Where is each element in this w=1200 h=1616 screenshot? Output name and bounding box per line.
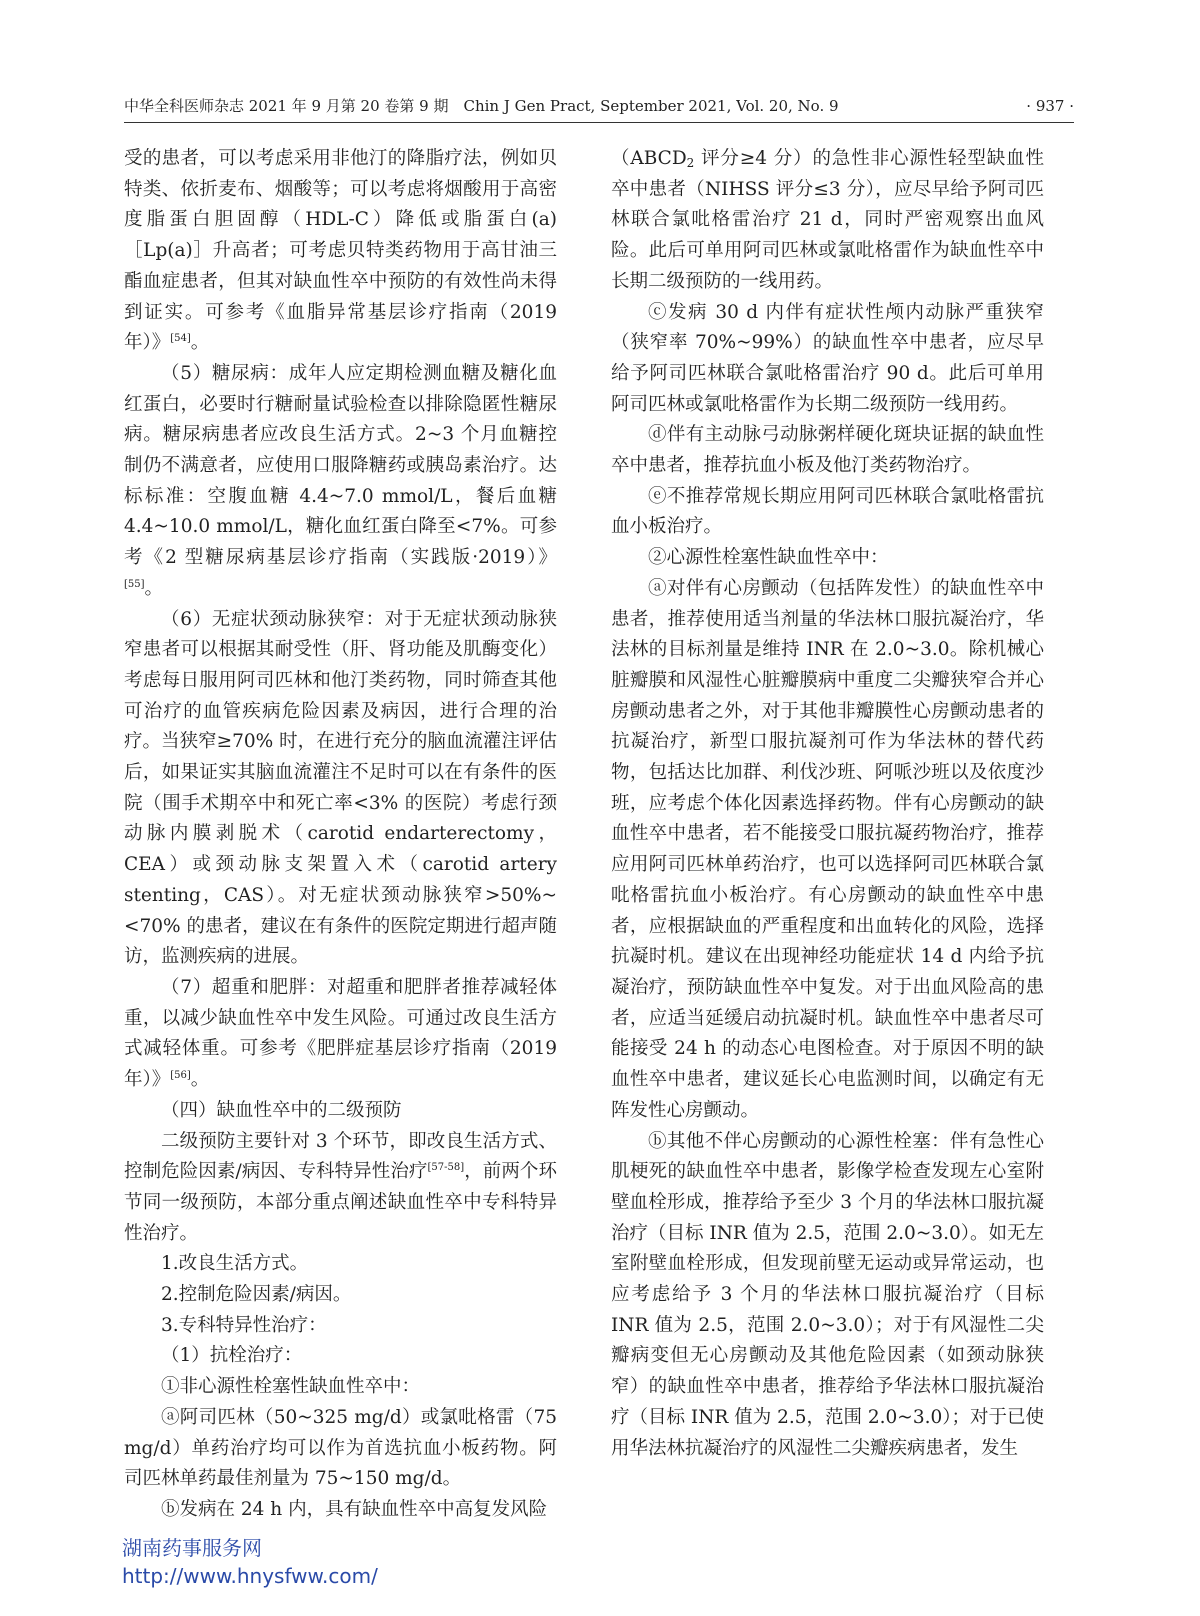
paragraph xyxy=(611,1127,1044,1465)
paragraph-text: （四）缺血性卒中的二级预防 xyxy=(161,1099,402,1121)
subscript: 2 xyxy=(686,156,695,170)
watermark-site-name: 湖南药事服务网 xyxy=(122,1536,262,1560)
watermark-url-link[interactable]: http://www.hnysfww.com/ xyxy=(122,1564,378,1588)
citation-ref: [54] xyxy=(170,333,191,345)
paragraph-text: （5）糖尿病：成年人应定期检测血糖及糖化血红蛋白，必要时行糖耐量试验检查以排除隐匿性糖尿病。糖尿病患者应改良生活方式。2~3 个月血糖控制仍不满意者，应使用口服降糖药或胰岛素治疗。达标标准：空腹血糖 4.4~7.0 mmol/L，餐后血糖 4.4~10.0 mmol/L，糖化血红蛋白降至<7%。可参考《2 型糖尿病基层诊疗指南（实践版·2019）》 xyxy=(124,362,557,569)
paragraph-text: ⓒ发病 30 d 内伴有症状性颅内动脉严重狭窄（狭窄率 70%~99%）的缺血性卒中患者，应尽早给予阿司匹林联合氯吡格雷治疗 90 d。此后可单用阿司匹林或氯吡格雷作为长期二级预防一线用药。 xyxy=(611,301,1044,415)
paragraph-text: ⓑ其他不伴心房颤动的心源性栓塞：伴有急性心肌梗死的缺血性卒中患者，影像学检查发现左心室附壁血栓形成，推荐给予至少 3 个月的华法林口服抗凝治疗（目标 INR 值为 2.5，范围 2.0~3.0）。如无左室附壁血栓形成，但发现前壁无运动或异常运动，也应考虑给予 3 个月的华法林口服抗凝治疗（目标 INR 值为 2.5，范围 2.0~3.0）；对于有风湿性二尖瓣病变但无心房颤动及其他危险因素（如颈动脉狭窄）的缺血性卒中患者，推荐给予华法林口服抗凝治疗（目标 INR 值为 2.5，范围 2.0~3.0）；对于已使用华法林抗凝治疗的风湿性二尖瓣疾病患者，发生 xyxy=(611,1130,1044,1459)
paragraph xyxy=(611,482,1044,543)
right-text-column xyxy=(611,144,1044,1464)
paragraph-text: 1.改良生活方式。 xyxy=(161,1253,309,1275)
paragraph xyxy=(611,574,1044,1127)
page-number: · 937 · xyxy=(1026,97,1074,115)
citation-ref: [56] xyxy=(170,1070,191,1082)
paragraph-text: ⓓ伴有主动脉弓动脉粥样硬化斑块证据的缺血性卒中患者，推荐抗血小板及他汀类药物治疗。 xyxy=(611,424,1044,477)
paragraph xyxy=(124,605,557,973)
paragraph-text: ，前两个环节同一级预防，本部分重点阐述缺血性卒中专科特异性治疗。 xyxy=(124,1161,557,1244)
paragraph xyxy=(124,1403,557,1495)
citation-ref: [55] xyxy=(124,578,145,590)
journal-citation: 中华全科医师杂志 2021 年 9 月第 20 卷第 9 期 Chin J Gen Pract, September 2021, Vol. 20, No. 9 xyxy=(124,97,839,115)
header-rule xyxy=(124,122,1074,123)
paragraph-text: 受的患者，可以考虑采用非他汀的降脂疗法，例如贝特类、依折麦布、烟酸等；可以考虑将烟酸用于高密度脂蛋白胆固醇（HDL-C）降低或脂蛋白(a)［Lp(a)］升高者；可考虑贝特类药物用于高甘油三酯血症患者，但其对缺血性卒中预防的有效性尚未得到证实。可参考《血脂异常基层诊疗指南（2019年）》 xyxy=(124,148,557,354)
paragraph xyxy=(124,1341,557,1372)
paragraph-text: ⓑ发病在 24 h 内，具有缺血性卒中高复发风险 xyxy=(161,1498,548,1520)
paragraph xyxy=(124,1249,557,1280)
paragraph-text: （7）超重和肥胖：对超重和肥胖者推荐减轻体重，以减少缺血性卒中发生风险。可通过改良生活方式减轻体重。可参考《肥胖症基层诊疗指南（2019年）》 xyxy=(124,976,557,1091)
paragraph-text: （1）抗栓治疗： xyxy=(161,1345,303,1367)
paragraph-text: （6）无症状颈动脉狭窄：对于无症状颈动脉狭窄患者可以根据其耐受性（肝、肾功能及肌酶变化）考虑每日服用阿司匹林和他汀类药物，同时筛查其他可治疗的血管疾病危险因素及病因，进行合理的治疗。当狭窄≥70% 时，在进行充分的脑血流灌注评估后，如果证实其脑血流灌注不足时可以在有条件的医院（围手术期卒中和死亡率<3% 的医院）考虑行颈动脉内膜剥脱术（carotid endarterectomy，CEA）或颈动脉支架置入术（carotid artery stenting，CAS）。对无症状颈动脉狭窄>50%~<70% 的患者，建议在有条件的医院定期进行超声随访，监测疾病的进展。 xyxy=(124,608,557,968)
paragraph-text: 2.控制危险因素/病因。 xyxy=(161,1284,352,1306)
paragraph-text: （ABCD xyxy=(611,148,687,169)
paragraph xyxy=(611,543,1044,574)
paragraph xyxy=(124,1127,557,1250)
paragraph-text: 评分≥4 分）的急性非心源性轻型缺血性卒中患者（NIHSS 评分≤3 分），应尽早给予阿司匹林联合氯吡格雷治疗 21 d，同时严密观察出血风险。此后可单用阿司匹林或氯吡格雷作为缺血性卒中长期二级预防的一线用药。 xyxy=(611,148,1044,292)
paragraph xyxy=(124,1495,557,1526)
paragraph xyxy=(124,144,557,359)
paragraph xyxy=(124,1311,557,1342)
left-text-column xyxy=(124,144,557,1526)
paragraph-text: 。 xyxy=(190,332,210,354)
paragraph-text: 。 xyxy=(144,577,164,599)
paragraph-text: ②心源性栓塞性缺血性卒中： xyxy=(648,547,889,569)
paragraph-text: ⓐ对伴有心房颤动（包括阵发性）的缺血性卒中患者，推荐使用适当剂量的华法林口服抗凝治疗，华法林的目标剂量是维持 INR 在 2.0~3.0。除机械心脏瓣膜和风湿性心脏瓣膜病中重度二尖瓣狭窄合并心房颤动患者之外，对于其他非瓣膜性心房颤动患者的抗凝治疗，新型口服抗凝剂可作为华法林的替代药物，包括达比加群、利伐沙班、阿哌沙班以及依度沙班，应考虑个体化因素选择药物。伴有心房颤动的缺血性卒中患者，若不能接受口服抗凝药物治疗，推荐应用阿司匹林单药治疗，也可以选择阿司匹林联合氯吡格雷抗血小板治疗。有心房颤动的缺血性卒中患者，应根据缺血的严重程度和出血转化的风险，选择抗凝时机。建议在出现神经功能症状 14 d 内给予抗凝治疗，预防缺血性卒中复发。对于出血风险高的患者，应适当延缓启动抗凝时机。缺血性卒中患者尽可能接受 24 h 的动态心电图检查。对于原因不明的缺血性卒中患者，建议延长心电监测时间，以确定有无阵发性心房颤动。 xyxy=(611,577,1044,1121)
paragraph xyxy=(611,298,1044,421)
paragraph-text: ⓐ阿司匹林（50~325 mg/d）或氯吡格雷（75 mg/d）单药治疗均可以作为首选抗血小板药物。阿司匹林单药最佳剂量为 75~150 mg/d。 xyxy=(124,1406,557,1490)
paragraph xyxy=(124,359,557,605)
paragraph xyxy=(611,144,1044,298)
paragraph xyxy=(611,420,1044,481)
running-header xyxy=(124,93,1074,119)
paragraph-text: 。 xyxy=(190,1069,210,1091)
paragraph-text: 二级预防主要针对 3 个环节，即改良生活方式、控制危险因素/病因、专科特异性治疗 xyxy=(124,1130,557,1183)
paragraph xyxy=(124,1280,557,1311)
paragraph-text: 3.专科特异性治疗： xyxy=(161,1314,327,1336)
paragraph xyxy=(124,973,557,1096)
paragraph xyxy=(124,1372,557,1403)
paragraph-text: ①非心源性栓塞性缺血性卒中： xyxy=(161,1376,421,1398)
citation-ref: [57-58] xyxy=(427,1162,465,1174)
paragraph-text: ⓔ不推荐常规长期应用阿司匹林联合氯吡格雷抗血小板治疗。 xyxy=(611,485,1044,538)
site-watermark xyxy=(122,1534,378,1590)
paragraph xyxy=(124,1096,557,1127)
